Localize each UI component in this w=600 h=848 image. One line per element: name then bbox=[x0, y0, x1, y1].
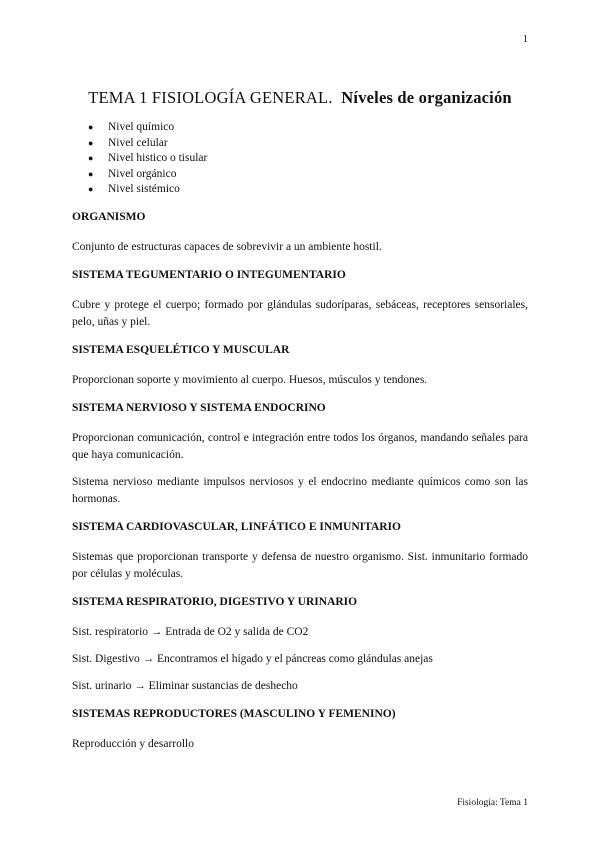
title-main: TEMA 1 FISIOLOGÍA GENERAL. bbox=[88, 88, 333, 107]
list-item bbox=[88, 182, 207, 198]
section-heading-reproductores: SISTEMAS REPRODUCTORES (MASCULINO Y FEMENINO) bbox=[72, 708, 396, 720]
section-heading-organismo: ORGANISMO bbox=[72, 211, 146, 223]
bullet-icon: ● bbox=[88, 184, 94, 195]
section-paragraph: Sistema nervioso mediante impulsos nerviosos y el endocrino mediante químicos como son las hormonas. bbox=[72, 476, 528, 505]
section-heading-cardiovascular: SISTEMA CARDIOVASCULAR, LINFÁTICO E INMUNITARIO bbox=[72, 521, 401, 533]
list-item-label: Nivel celular bbox=[108, 136, 168, 149]
bullet-icon: ● bbox=[88, 137, 94, 148]
title-subtitle: Níveles de organización bbox=[341, 88, 512, 107]
bullet-icon: ● bbox=[88, 168, 94, 179]
organization-levels-list bbox=[88, 120, 207, 198]
page-number: 1 bbox=[522, 34, 528, 45]
list-item-label: Nivel histico o tisular bbox=[108, 152, 208, 165]
section-paragraph: Sist. Digestivo → Encontramos el hígado y el páncreas como glándulas anejas bbox=[72, 653, 433, 665]
section-paragraph: Sist. urinario → Eliminar sustancias de deshecho bbox=[72, 680, 298, 692]
document-body bbox=[72, 210, 528, 753]
list-item bbox=[88, 120, 207, 136]
section-heading-esqueletico: SISTEMA ESQUELÉTICO Y MUSCULAR bbox=[72, 344, 290, 356]
bullet-icon: ● bbox=[88, 122, 94, 132]
section-paragraph: Sist. respiratorio → Entrada de O2 y salida de CO2 bbox=[72, 626, 309, 638]
section-heading-respiratorio: SISTEMA RESPIRATORIO, DIGESTIVO Y URINARIO bbox=[72, 596, 358, 608]
list-item bbox=[88, 151, 207, 167]
section-heading-nervioso: SISTEMA NERVIOSO Y SISTEMA ENDOCRINO bbox=[72, 402, 326, 414]
section-paragraph: Cubre y protege el cuerpo; formado por glándulas sudoríparas, sebáceas, receptores sensoriales, pelo, uñas y piel. bbox=[72, 299, 528, 328]
list-item-label: Nivel químico bbox=[108, 121, 175, 133]
section-paragraph: Reproducción y desarrollo bbox=[72, 738, 194, 750]
section-paragraph: Proporcionan comunicación, control e integración entre todos los órganos, mandando señales para que haya comunicación. bbox=[72, 432, 528, 461]
section-paragraph: Sistemas que proporcionan transporte y defensa de nuestro organismo. Sist. inmunitario formado por células y moléculas. bbox=[72, 551, 528, 580]
list-item bbox=[88, 167, 207, 183]
list-item-label: Nivel orgánico bbox=[108, 167, 177, 180]
list-item bbox=[88, 136, 207, 152]
page-footer: Fisiología: Tema 1 bbox=[457, 798, 528, 808]
bullet-icon: ● bbox=[88, 153, 94, 164]
list-item-label: Nivel sistémico bbox=[108, 183, 180, 196]
section-paragraph: Conjunto de estructuras capaces de sobrevivir a un ambiente hostil. bbox=[72, 241, 382, 253]
section-paragraph: Proporcionan soporte y movimiento al cuerpo. Huesos, músculos y tendones. bbox=[72, 374, 428, 386]
page-title bbox=[0, 88, 600, 108]
section-heading-tegumentario: SISTEMA TEGUMENTARIO O INTEGUMENTARIO bbox=[72, 269, 346, 281]
